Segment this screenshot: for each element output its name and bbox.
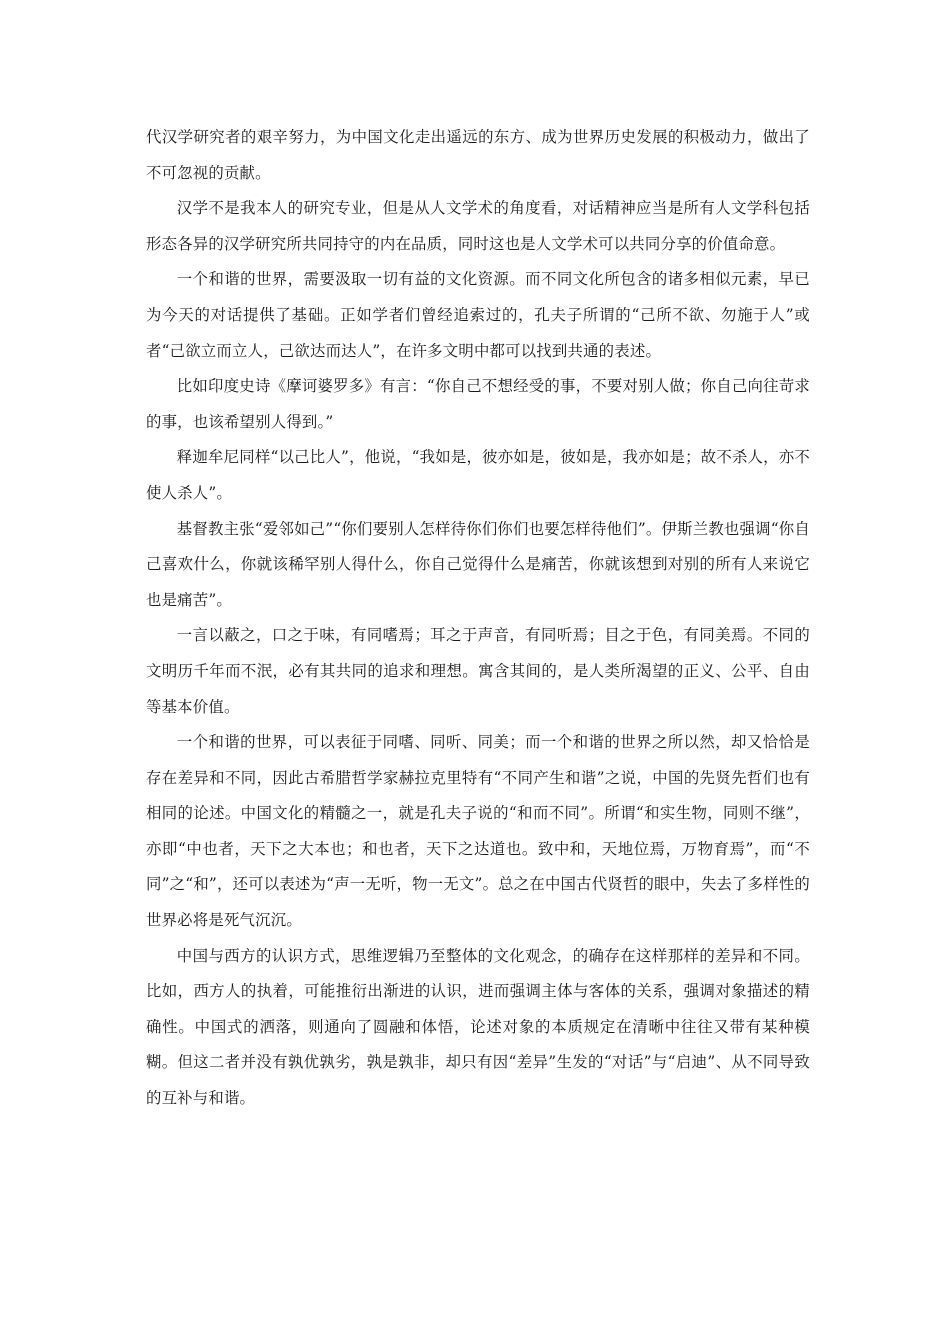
paragraph-5: 释迦牟尼同样“以己比人”，他说，“我如是，彼亦如是，彼如是，我亦如是；故不杀人，亦不使人杀人”。 [146, 448, 810, 502]
article-body [146, 120, 810, 1117]
paragraph-1: 代汉学研究者的艰辛努力，为中国文化走出遥远的东方、成为世界历史发展的积极动力，做出了不可忽视的贡献。 [146, 128, 810, 182]
paragraph-7: 一言以蔽之，口之于味，有同嗜焉；耳之于声音，有同听焉；目之于色，有同美焉。不同的文明历千年而不泯，必有其共同的追求和理想。寓含其间的，是人类所渴望的正义、公平、自由等基本价值。 [146, 626, 810, 716]
paragraph-8: 一个和谐的世界，可以表征于同嗜、同听、同美；而一个和谐的世界之所以然，却又恰恰是存在差异和不同，因此古希腊哲学家赫拉克里特有“不同产生和谐”之说，中国的先贤先哲们也有相同的论述。中国文化的精髓之一，就是孔夫子说的“和而不同”。所谓“和实生物，同则不继”，亦即“中也者，天下之大本也；和也者，天下之达道也。致中和，天地位焉，万物育焉”，而“不同”之“和”，还可以表述为“声一无听，物一无文”。总之在中国古代贤哲的眼中，失去了多样性的世界必将是死气沉沉。 [146, 733, 810, 930]
paragraph-4: 比如印度史诗《摩诃婆罗多》有言：“你自己不想经受的事，不要对别人做；你自己向往苛求的事，也该希望别人得到。” [146, 377, 810, 431]
paragraph-9: 中国与西方的认识方式，思维逻辑乃至整体的文化观念，的确存在这样那样的差异和不同。比如，西方人的执着，可能推衍出渐进的认识，进而强调主体与客体的关系，强调对象描述的精确性。中国式的洒落，则通向了圆融和体悟，论述对象的本质规定在清晰中往往又带有某种模糊。但这二者并没有孰优孰劣，孰是孰非，却只有因“差异”生发的“对话”与“启迪”、从不同导致的互补与和谐。 [146, 946, 810, 1108]
paragraph-3: 一个和谐的世界，需要汲取一切有益的文化资源。而不同文化所包含的诸多相似元素，早已为今天的对话提供了基础。正如学者们曾经追索过的，孔夫子所谓的“己所不欲、勿施于人”或者“己欲立而立人，己欲达而达人”，在许多文明中都可以找到共通的表述。 [146, 270, 810, 360]
paragraph-2: 汉学不是我本人的研究专业，但是从人文学术的角度看，对话精神应当是所有人文学科包括形态各异的汉学研究所共同持守的内在品质，同时这也是人文学术可以共同分享的价值命意。 [146, 199, 810, 253]
paragraph-6: 基督教主张“爱邻如己”“你们要别人怎样待你们你们也要怎样待他们”。伊斯兰教也强调“你自己喜欢什么，你就该稀罕别人得什么，你自己觉得什么是痛苦，你就该想到对别的所有人来说它也是痛苦”。 [146, 519, 810, 609]
